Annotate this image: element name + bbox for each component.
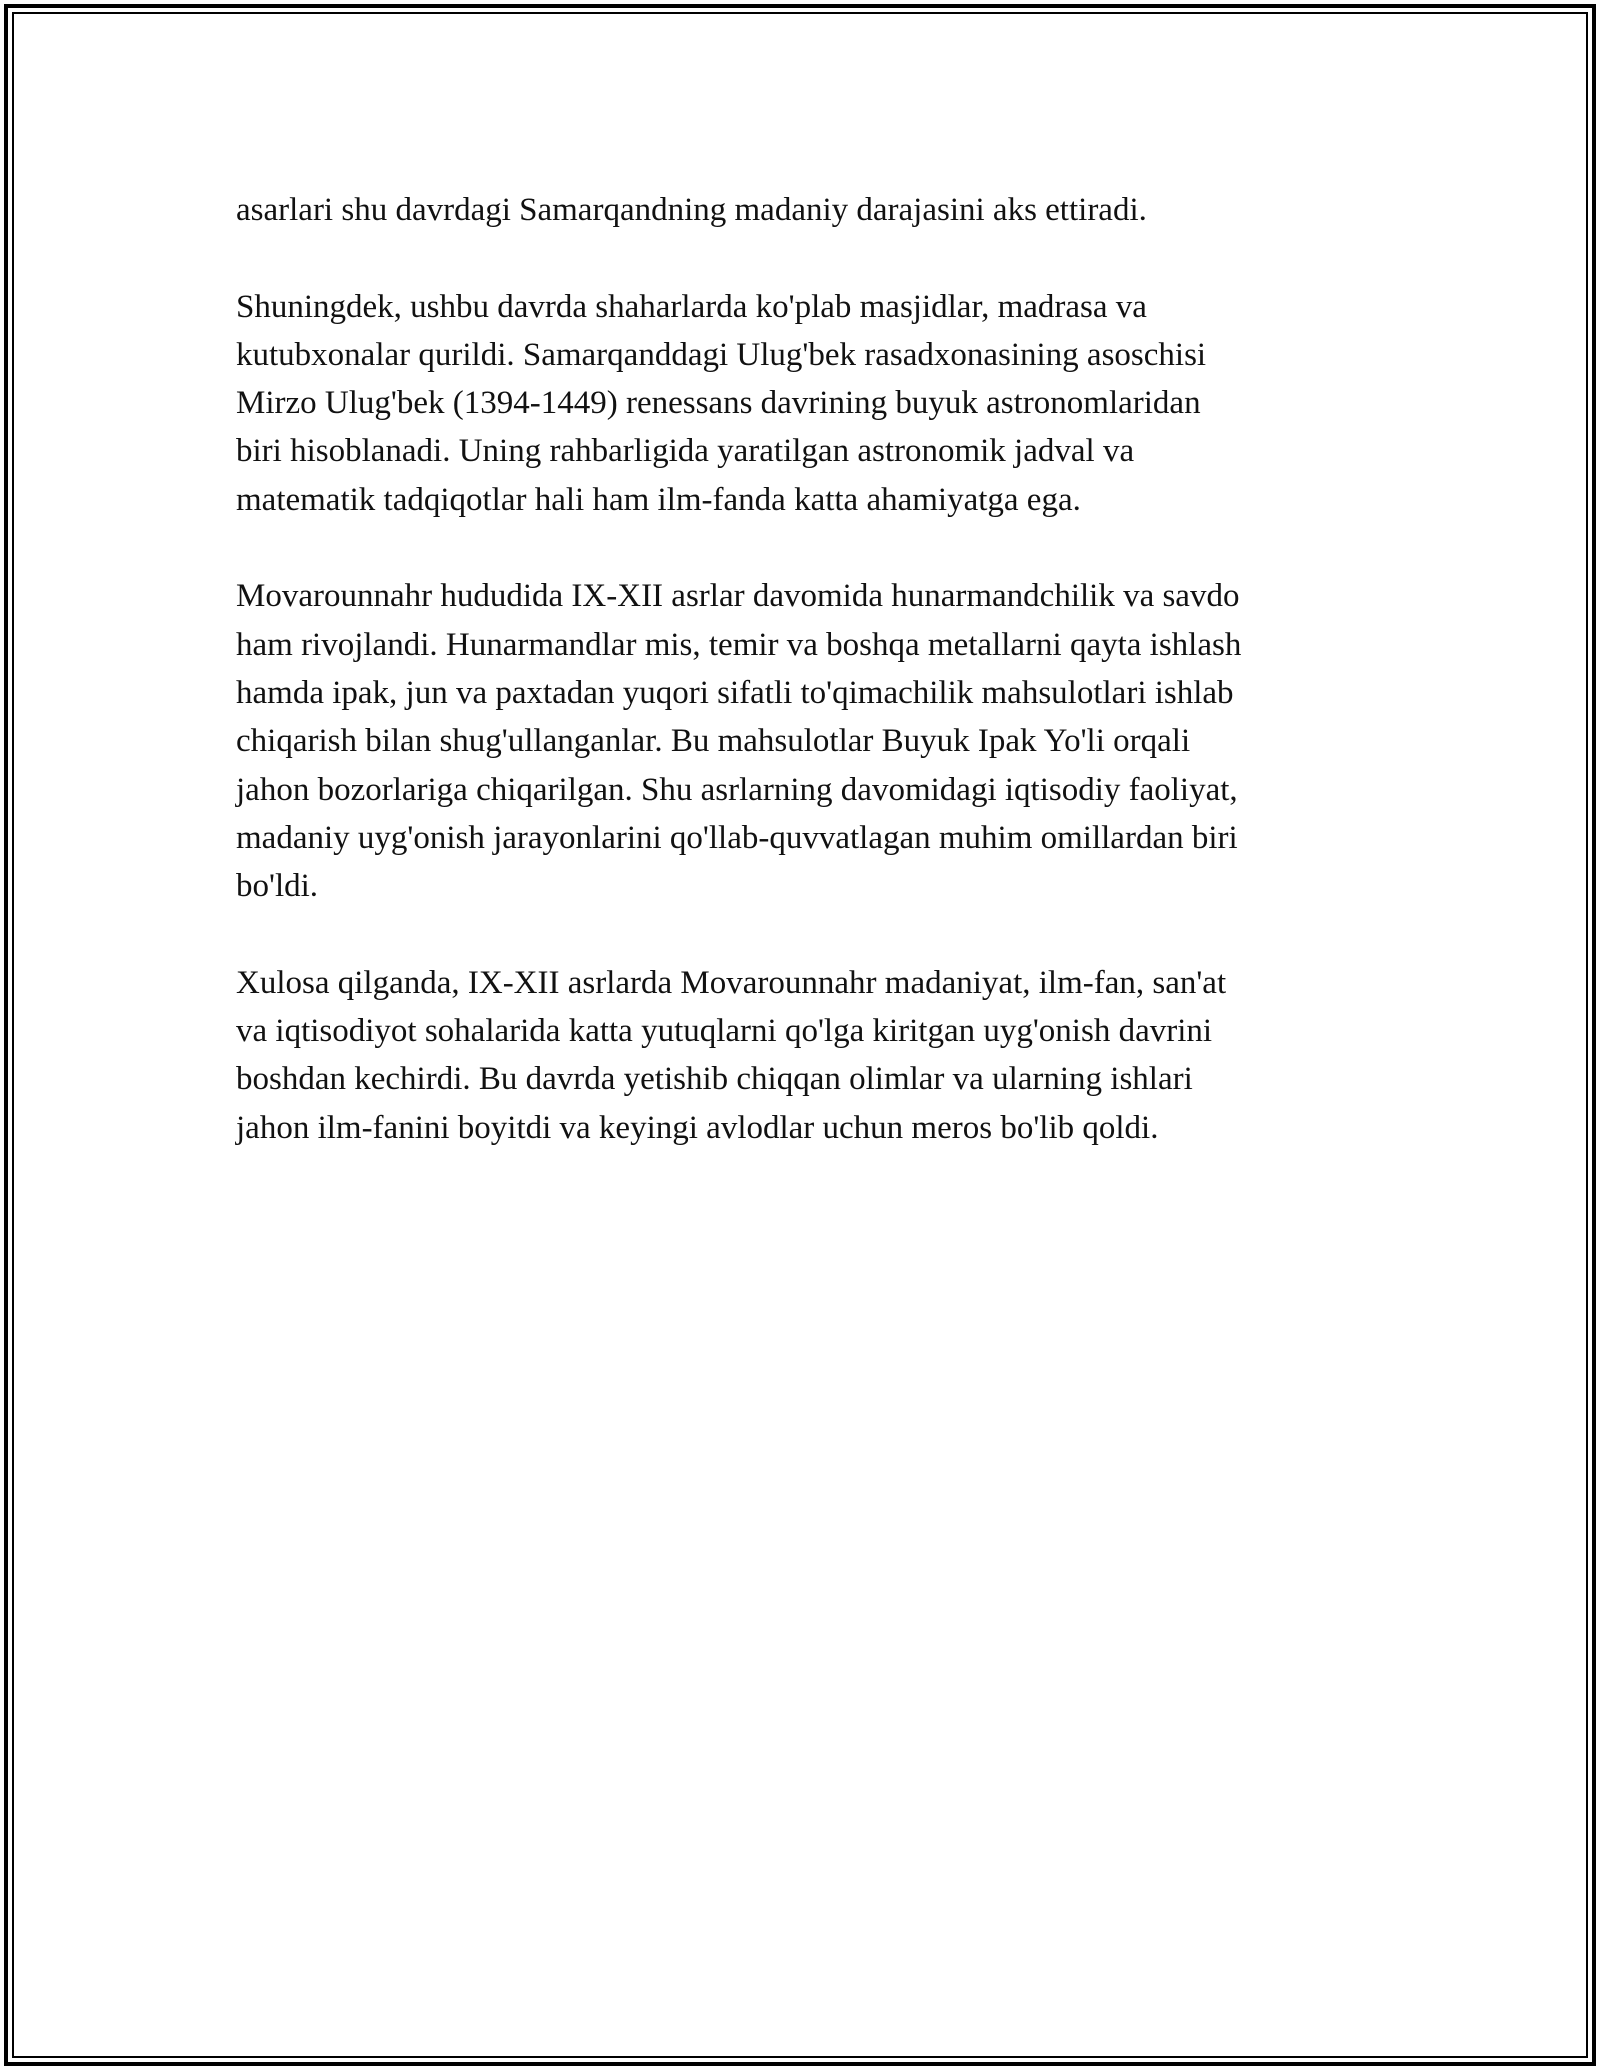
paragraph-crafts-and-trade: Movarounnahr hududida IX-XII asrlar davomida hunarmandchilik va savdo ham rivojlandi. Hunarmandlar mis, temir va boshqa metallarni qayta ishlash hamda ipak, jun va paxtadan yuqori sifatli to'qimachilik mahsulotlari ishlab chiqarish bilan shug'ullanganlar. Bu mahsulotlar Buyuk Ipak Yo'li orqali jahon bozorlariga chiqarilgan. Shu asrlarning davomidagi iqtisodiy faoliyat, madaniy uyg'onish jarayonlarini qo'llab-quvvatlagan muhim omillardan biri bo'ldi. xyxy=(236,578,1242,905)
paragraph-ulugbek-observatory: Shuningdek, ushbu davrda shaharlarda ko'plab masjidlar, madrasa va kutubxonalar qurildi. Samarqanddagi Ulug'bek rasadxonasining asoschisi Mirzo Ulug'bek (1394-1449) renessans davrining buyuk astronomlaridan biri hisoblanadi. Uning rahbarligida yaratilgan astronomik jadval va matematik tadqiqotlar hali ham ilm-fanda katta ahamiyatga ega. xyxy=(236,288,1207,518)
paragraph-samarqand-culture: asarlari shu davrdagi Samarqandning madaniy darajasini aks ettiradi. xyxy=(236,192,1147,228)
paragraph-conclusion: Xulosa qilganda, IX-XII asrlarda Movarounnahr madaniyat, ilm-fan, san'at va iqtisodiyot sohalarida katta yutuqlarni qo'lga kiritgan uyg'onish davrini boshdan kechirdi. Bu davrda yetishib chiqqan olimlar va ularning ishlari jahon ilm-fanini boyitdi va keyingi avlodlar uchun meros bo'lib qoldi. xyxy=(236,964,1227,1146)
document-body xyxy=(236,186,1356,1200)
